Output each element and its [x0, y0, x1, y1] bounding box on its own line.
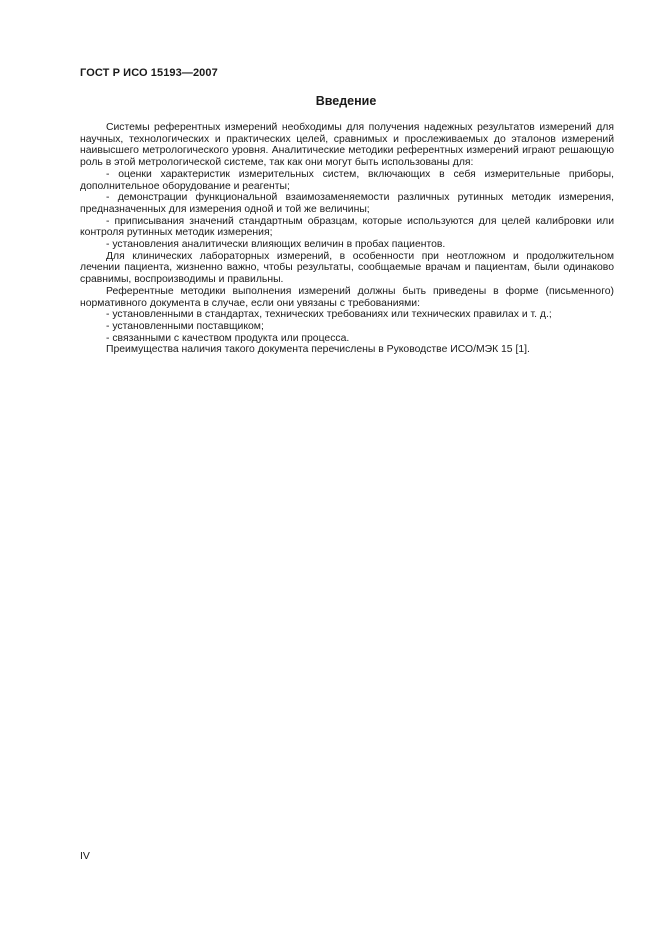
list-item: - оценки характеристик измерительных систем, включающих в себя измерительные приборы, дополнительное оборудование и реагенты; [80, 168, 614, 192]
list-item: - демонстрации функциональной взаимозаменяемости различных рутинных методик измерения, предназначенных для измерения одной и той же величины; [80, 192, 614, 215]
list-item: - связанными с качеством продукта или процесса. [106, 332, 350, 344]
paragraph-clinical: Для клинических лабораторных измерений, в особенности при неотложном и продолжительном лечении пациента, жизненно важно, чтобы результаты, сообщаемые врачам и пациентам, были одинаково сравнимы, воспроизводимы и правильны. [80, 250, 614, 286]
list-item: - установленными в стандартах, технических требованиях или технических правилах и т. д.; [106, 309, 552, 321]
section-title: Введение [315, 94, 377, 108]
paragraph-requirements: Референтные методики выполнения измерений должны быть приведены в форме (письменного) нормативного документа в случае, если они увязаны с требованиями: [80, 285, 614, 309]
paragraph-intro: Системы референтных измерений необходимы для получения надежных результатов измерений для научных, технологических и практических целей, сравнимых и прослеживаемых до эталонов измерений наивысшего метрологического уровня. Аналитические методики референтных измерений играют решающую роль в этой метрологической системе, так как они могут быть использованы для: [80, 122, 614, 169]
list-item: - приписывания значений стандартным образцам, которые используются для целей калибровки или контроля рутинных методик измерения; [80, 215, 614, 239]
list-item: - установления аналитически влияющих величин в пробах пациентов. [106, 239, 446, 251]
introduction-body [80, 122, 614, 356]
standard-designation: ГОСТ Р ИСО 15193—2007 [80, 67, 218, 79]
paragraph-advantages: Преимущества наличия такого документа перечислены в Руководстве ИСО/МЭК 15 [1]. [106, 344, 530, 356]
list-item: - установленными поставщиком; [106, 320, 264, 332]
page-number: IV [80, 850, 90, 862]
